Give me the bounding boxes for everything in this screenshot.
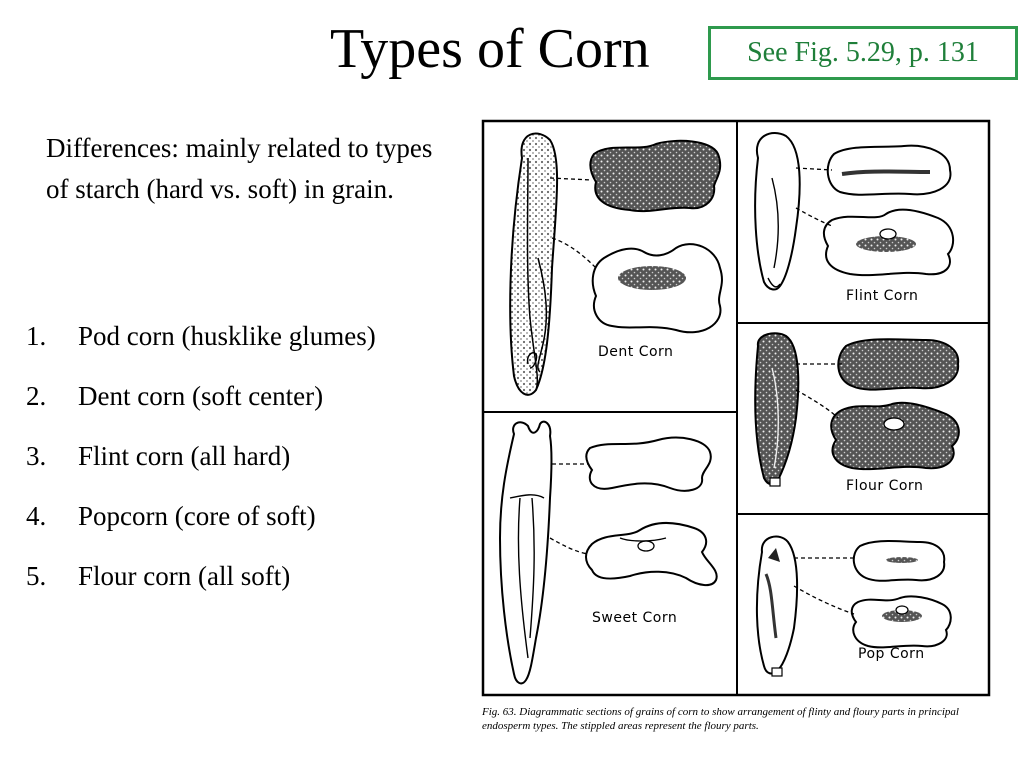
dent-corn-label: Dent Corn bbox=[598, 344, 674, 360]
sweet-corn-panel bbox=[500, 422, 717, 684]
list-item-number: 3. bbox=[26, 441, 47, 471]
corn-sections-figure bbox=[480, 118, 992, 700]
list-item-text: Pod corn (husklike glumes) bbox=[78, 321, 376, 351]
list-item-number: 2. bbox=[26, 381, 47, 411]
flour-crown-section bbox=[838, 339, 958, 389]
list-item bbox=[26, 378, 466, 414]
list-item-number: 4. bbox=[26, 501, 47, 531]
list-item bbox=[26, 558, 466, 594]
sweet-middle-section bbox=[586, 523, 717, 585]
pop-corn-panel bbox=[757, 537, 951, 676]
dent-corn-panel bbox=[510, 134, 722, 395]
flour-kernel-side bbox=[755, 333, 798, 484]
list-item-text: Flour corn (all soft) bbox=[78, 561, 291, 591]
pop-corn-label: Pop Corn bbox=[858, 646, 925, 662]
figure-drawing bbox=[480, 118, 992, 700]
list-item bbox=[26, 498, 466, 534]
figure-caption-lead: Fig. 63. bbox=[482, 706, 517, 718]
dent-kernel-side bbox=[510, 134, 557, 395]
figure-reference-box: See Fig. 5.29, p. 131 bbox=[708, 26, 1018, 80]
figure-caption-text: Diagrammatic sections of grains of corn to show arrangement of flinty and floury parts in principal endosperm types. The stippled areas represent the floury parts. bbox=[482, 706, 959, 732]
flint-corn-panel bbox=[755, 133, 953, 304]
sweet-corn-label: Sweet Corn bbox=[592, 610, 678, 626]
list-item bbox=[26, 318, 466, 354]
sweet-crown-section bbox=[586, 438, 710, 491]
list-item-text: Dent corn (soft center) bbox=[78, 381, 324, 411]
list-item bbox=[26, 438, 466, 474]
corn-types-list bbox=[26, 318, 466, 618]
dent-crown-section bbox=[590, 141, 720, 211]
differences-text: Differences: mainly related to types of starch (hard vs. soft) in grain. bbox=[46, 133, 433, 204]
flint-corn-label: Flint Corn bbox=[846, 288, 919, 304]
flour-middle-section bbox=[831, 403, 959, 469]
flour-corn-panel bbox=[755, 333, 959, 494]
figure-caption bbox=[482, 705, 1002, 733]
flour-corn-label: Flour Corn bbox=[846, 478, 924, 494]
slide-title: Types of Corn bbox=[330, 18, 650, 80]
list-item-number: 1. bbox=[26, 321, 47, 351]
list-item-text: Popcorn (core of soft) bbox=[78, 501, 316, 531]
list-item-number: 5. bbox=[26, 561, 47, 591]
list-item-text: Flint corn (all hard) bbox=[78, 441, 291, 471]
